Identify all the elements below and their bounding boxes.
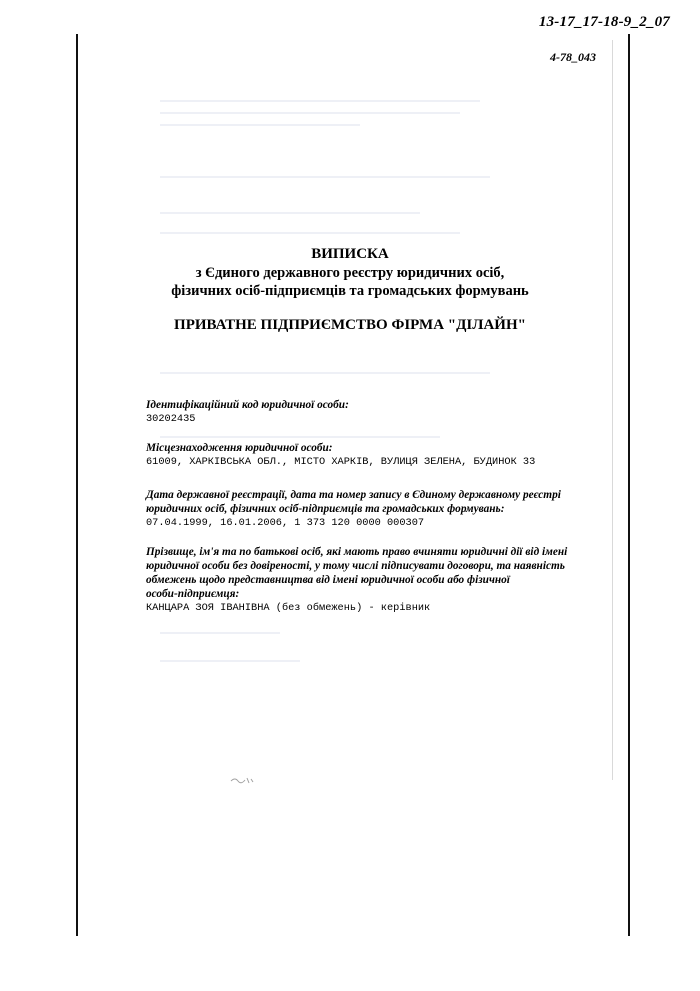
field-signatory [146,545,586,615]
field-label-line: обмежень щодо представництва від імені юридичної особи або фізичної [146,574,510,586]
scan-smudge [230,775,254,785]
organization-name: ПРИВАТНЕ ПІДПРИЄМСТВО ФІРМА "ДІЛАЙН" [174,317,526,333]
heading-subtitle-line-1: з Єдиного державного реєстру юридичних осіб, [195,265,505,281]
scan-border-right [628,34,630,936]
document-heading: ВИПИСКА [311,246,389,262]
field-label-line: особи-підприємця: [146,588,240,600]
bleed-through-line [160,660,300,662]
field-label-line: юридичних осіб, фізичних осіб-підприємців та громадських формувань: [146,503,505,515]
bleed-through-line [160,212,420,214]
scan-edge-shadow [612,40,613,780]
heading-subtitle-line-2: фізичних осіб-підприємців та громадських формувань [171,283,529,299]
field-value: 30202435 [146,413,196,425]
page-code: 4-78_043 [550,50,596,64]
field-label-line: Дата державної реєстрації, дата та номер запису в Єдиному державному реєстрі [146,489,561,501]
field-value: КАНЦАРА ЗОЯ ІВАНІВНА (без обмежень) - керівник [146,602,431,614]
bleed-through-line [160,100,480,102]
scan-border-left [76,34,78,936]
field-label: Ідентифікаційний код юридичної особи: [146,399,349,411]
bleed-through-line [160,632,280,634]
field-label: Місцезнаходження юридичної особи: [146,442,333,454]
field-id-code [146,398,586,426]
bleed-through-line [160,232,460,234]
document-code: 13-17_17-18-9_2_07 [538,14,670,30]
bleed-through-line [160,124,360,126]
field-address [146,441,586,469]
field-registration [146,488,586,530]
bleed-through-line [160,372,490,374]
bleed-through-line [160,112,460,114]
field-value: 61009, ХАРКІВСЬКА ОБЛ., МІСТО ХАРКІВ, ВУЛИЦЯ ЗЕЛЕНА, БУДИНОК 33 [146,456,536,468]
field-value: 07.04.1999, 16.01.2006, 1 373 120 0000 000307 [146,517,425,529]
bleed-through-line [160,436,440,438]
field-label-line: Прізвище, ім'я та по батькові осіб, які мають право вчиняти юридичні дії від імені [146,546,568,558]
bleed-through-line [160,176,490,178]
field-label-line: юридичної особи без довіреності, у тому числі підписувати договори, та наявність [146,560,565,572]
